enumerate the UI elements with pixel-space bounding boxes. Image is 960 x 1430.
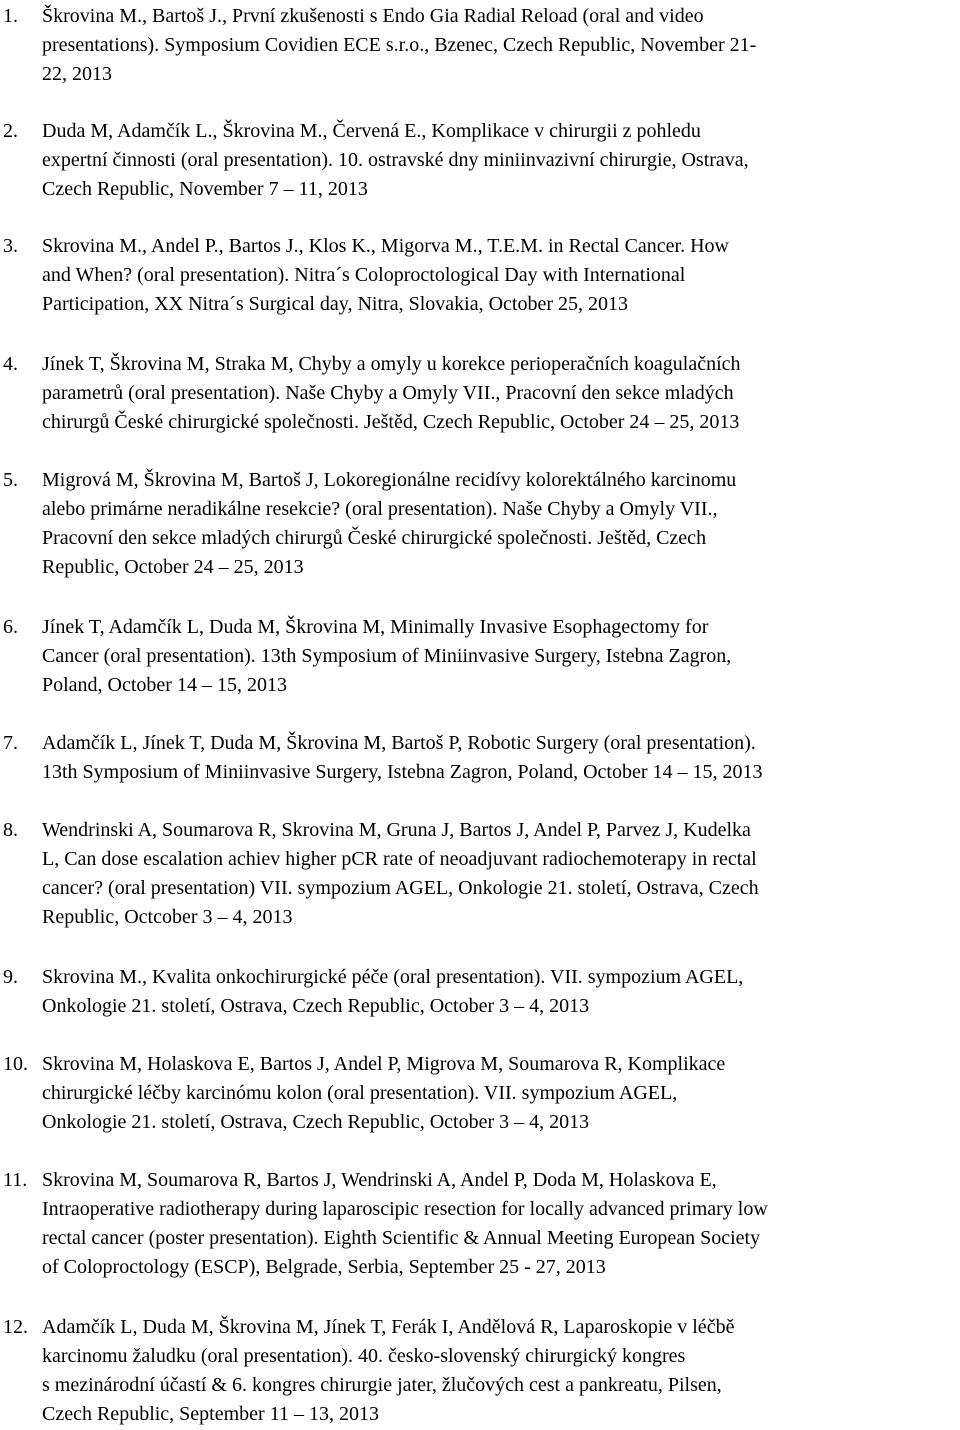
entry-line: Skrovina M, Soumarova R, Bartos J, Wendrinski A, Andel P, Doda M, Holaskova E, (42, 1169, 717, 1191)
entry-number: 7. (3, 732, 18, 754)
entry-line: Republic, October 24 – 25, 2013 (42, 556, 304, 578)
entry-line: Onkologie 21. století, Ostrava, Czech Republic, October 3 – 4, 2013 (42, 1111, 590, 1133)
entry-line: Jínek T, Adamčík L, Duda M, Škrovina M, Minimally Invasive Esophagectomy for (42, 616, 709, 638)
entry-number: 9. (3, 966, 18, 988)
entry-line: alebo primárne neradikálne resekcie? (oral presentation). Naše Chyby a Omyly VII., (42, 498, 718, 520)
entry-line: Adamčík L, Jínek T, Duda M, Škrovina M, Bartoš P, Robotic Surgery (oral presentation). (42, 732, 756, 754)
entry-number: 8. (3, 819, 18, 841)
entry-line: rectal cancer (poster presentation). Eighth Scientific & Annual Meeting European Society (42, 1227, 761, 1249)
entry-line: presentations). Symposium Covidien ECE s.r.o., Bzenec, Czech Republic, November 21- (42, 34, 757, 56)
entry-line: Skrovina M, Holaskova E, Bartos J, Andel P, Migrova M, Soumarova R, Komplikace (42, 1053, 726, 1075)
entry-line: and When? (oral presentation). Nitra´s Coloproctological Day with International (42, 264, 686, 286)
entry-line: expertní činnosti (oral presentation). 10. ostravské dny miniinvazivní chirurgie, Ostrava, (42, 149, 749, 171)
entry-line: Republic, Octcober 3 – 4, 2013 (42, 906, 293, 928)
entry-line: Jínek T, Škrovina M, Straka M, Chyby a omyly u korekce perioperačních koagulačních (42, 353, 741, 375)
entry-line: Czech Republic, September 11 – 13, 2013 (42, 1403, 379, 1425)
entry-number: 3. (3, 235, 18, 257)
entry-line: Wendrinski A, Soumarova R, Skrovina M, Gruna J, Bartos J, Andel P, Parvez J, Kudelka (42, 819, 751, 841)
entry-line: Duda M, Adamčík L., Škrovina M., Červená E., Komplikace v chirurgii z pohledu (42, 120, 701, 142)
entry-line: of Coloproctology (ESCP), Belgrade, Serbia, September 25 - 27, 2013 (42, 1256, 606, 1278)
entry-line: 22, 2013 (42, 63, 112, 85)
entry-line: Participation, XX Nitra´s Surgical day, Nitra, Slovakia, October 25, 2013 (42, 293, 628, 315)
entry-line: chirurgů České chirurgické společnosti. Ještěd, Czech Republic, October 24 – 25, 2013 (42, 411, 740, 433)
entry-line: chirurgické léčby karcinómu kolon (oral presentation). VII. sympozium AGEL, (42, 1082, 678, 1104)
entry-line: cancer? (oral presentation) VII. sympozium AGEL, Onkologie 21. století, Ostrava, Czech (42, 877, 759, 899)
entry-line: 13th Symposium of Miniinvasive Surgery, Istebna Zagron, Poland, October 14 – 15, 2013 (42, 761, 763, 783)
entry-number: 5. (3, 469, 18, 491)
entry-line: Skrovina M., Andel P., Bartos J., Klos K., Migorva M., T.E.M. in Rectal Cancer. How (42, 235, 729, 257)
entry-line: Škrovina M., Bartoš J., První zkušenosti s Endo Gia Radial Reload (oral and video (42, 5, 704, 27)
entry-line: Poland, October 14 – 15, 2013 (42, 674, 287, 696)
entry-line: Migrová M, Škrovina M, Bartoš J, Lokoregionálne recidívy kolorektálného karcinomu (42, 469, 737, 491)
entry-number: 10. (3, 1053, 28, 1075)
entry-number: 12. (3, 1316, 28, 1338)
entry-line: Skrovina M., Kvalita onkochirurgické péče (oral presentation). VII. sympozium AGEL, (42, 966, 744, 988)
entry-line: Onkologie 21. století, Ostrava, Czech Republic, October 3 – 4, 2013 (42, 995, 590, 1017)
entry-line: L, Can dose escalation achiev higher pCR rate of neoadjuvant radiochemoterapy in rectal (42, 848, 757, 870)
entry-line: s mezinárodní účastí & 6. kongres chirurgie jater, žlučových cest a pankreatu, Pilsen, (42, 1374, 722, 1396)
entry-number: 11. (3, 1169, 28, 1191)
entry-line: karcinomu žaludku (oral presentation). 40. česko-slovenský chirurgický kongres (42, 1345, 686, 1367)
entry-line: parametrů (oral presentation). Naše Chyby a Omyly VII., Pracovní den sekce mladých (42, 382, 734, 404)
entry-line: Adamčík L, Duda M, Škrovina M, Jínek T, Ferák I, Andělová R, Laparoskopie v léčbě (42, 1316, 735, 1338)
entry-number: 4. (3, 353, 18, 375)
entry-line: Pracovní den sekce mladých chirurgů České chirurgické společnosti. Ještěd, Czech (42, 527, 707, 549)
entry-line: Cancer (oral presentation). 13th Symposium of Miniinvasive Surgery, Istebna Zagron, (42, 645, 732, 667)
entry-number: 2. (3, 120, 18, 142)
entry-number: 6. (3, 616, 18, 638)
entry-line: Intraoperative radiotherapy during laparoscipic resection for locally advanced primary low (42, 1198, 768, 1220)
entry-number: 1. (3, 5, 18, 27)
entry-line: Czech Republic, November 7 – 11, 2013 (42, 178, 368, 200)
